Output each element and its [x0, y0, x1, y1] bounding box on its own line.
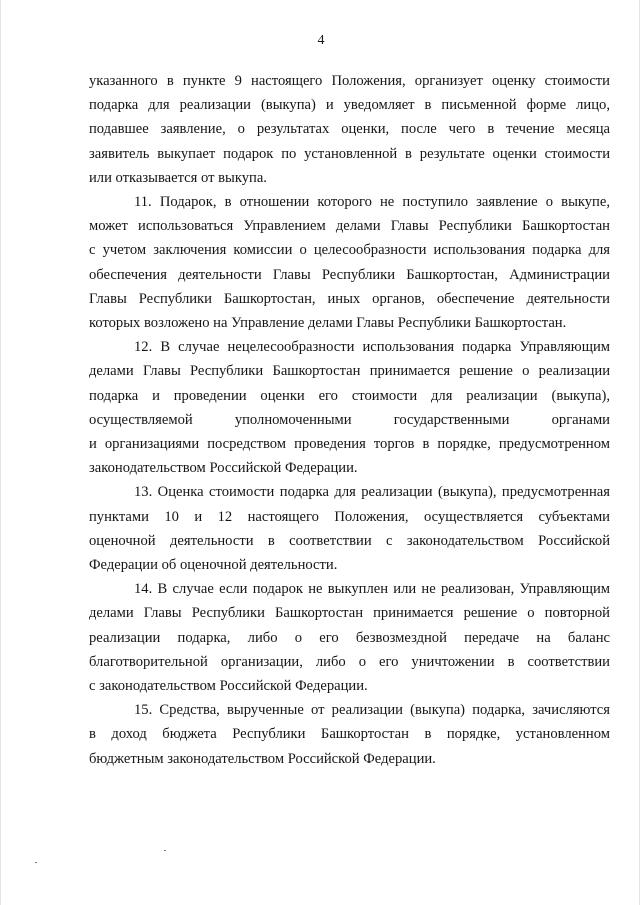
- text-line: благотворительной организации, либо о его уничтожении в соответствии: [89, 653, 610, 670]
- text-line: пунктами 10 и 12 настоящего Положения, осуществляется субъектами: [89, 508, 610, 525]
- text-line: подарка для реализации (выкупа) и уведомляет в письменной форме лицо,: [89, 97, 610, 114]
- text-line: 13. Оценка стоимости подарка для реализации (выкупа), предусмотренная: [134, 484, 610, 501]
- text-line: оценочной деятельности в соответствии с законодательством Российской: [89, 532, 610, 549]
- text-line: подавшее заявление, о результатах оценки, после чего в течение месяца: [89, 121, 610, 138]
- text-line: 12. В случае нецелесообразности использования подарка Управляющим: [134, 339, 610, 356]
- paragraph-11: [89, 190, 610, 335]
- text-line: в доход бюджета Республики Башкортостан в порядке, установленном: [89, 726, 610, 743]
- scan-speck: [164, 850, 166, 851]
- text-line: делами Главы Республики Башкортостан принимается решение о повторной: [89, 605, 610, 622]
- text-line: которых возложено на Управление делами Главы Республики Башкортостан.: [89, 315, 567, 332]
- text-line: бюджетным законодательством Российской Федерации.: [89, 750, 436, 767]
- text-line: 11. Подарок, в отношении которого не поступило заявление о выкупе,: [134, 194, 610, 211]
- text-line: 14. В случае если подарок не выкуплен или не реализован, Управляющим: [134, 581, 610, 598]
- scan-speck: [35, 862, 37, 863]
- text-line: подарка и проведении оценки его стоимости для реализации (выкупа),: [89, 387, 610, 404]
- paragraph-15: [89, 698, 610, 771]
- paragraph-14: [89, 577, 610, 698]
- paragraph-13: [89, 480, 610, 577]
- text-line: обеспечения деятельности Главы Республики Башкортостан, Администрации: [89, 266, 610, 283]
- paragraph-12: [89, 335, 610, 480]
- text-line: заявитель выкупает подарок по установленной в результате оценки стоимости: [89, 145, 610, 162]
- text-line: и организациями посредством проведения торгов в порядке, предусмотренном: [89, 436, 610, 453]
- text-line: законодательством Российской Федерации.: [89, 460, 358, 477]
- text-line: Федерации об оценочной деятельности.: [89, 557, 338, 574]
- text-line: может использоваться Управлением делами Главы Республики Башкортостан: [89, 218, 610, 235]
- text-line: или отказывается от выкупа.: [89, 169, 267, 186]
- document-body: [89, 69, 610, 771]
- text-line: указанного в пункте 9 настоящего Положения, организует оценку стоимости: [89, 73, 610, 89]
- text-line: реализации подарка, либо о его безвозмездной передаче на баланс: [89, 629, 610, 646]
- text-line: Главы Республики Башкортостан, иных органов, обеспечение деятельности: [89, 290, 610, 307]
- text-line: с учетом заключения комиссии о целесообразности использования подарка для: [89, 242, 610, 259]
- paragraph-10-continuation: [89, 69, 610, 190]
- text-line: 15. Средства, вырученные от реализации (выкупа) подарка, зачисляются: [134, 702, 610, 719]
- text-line: осуществляемой уполномоченными государственными органами: [89, 411, 610, 428]
- page-number: 4: [317, 33, 325, 48]
- text-line: с законодательством Российской Федерации.: [89, 678, 368, 695]
- text-line: делами Главы Республики Башкортостан принимается решение о реализации: [89, 363, 610, 380]
